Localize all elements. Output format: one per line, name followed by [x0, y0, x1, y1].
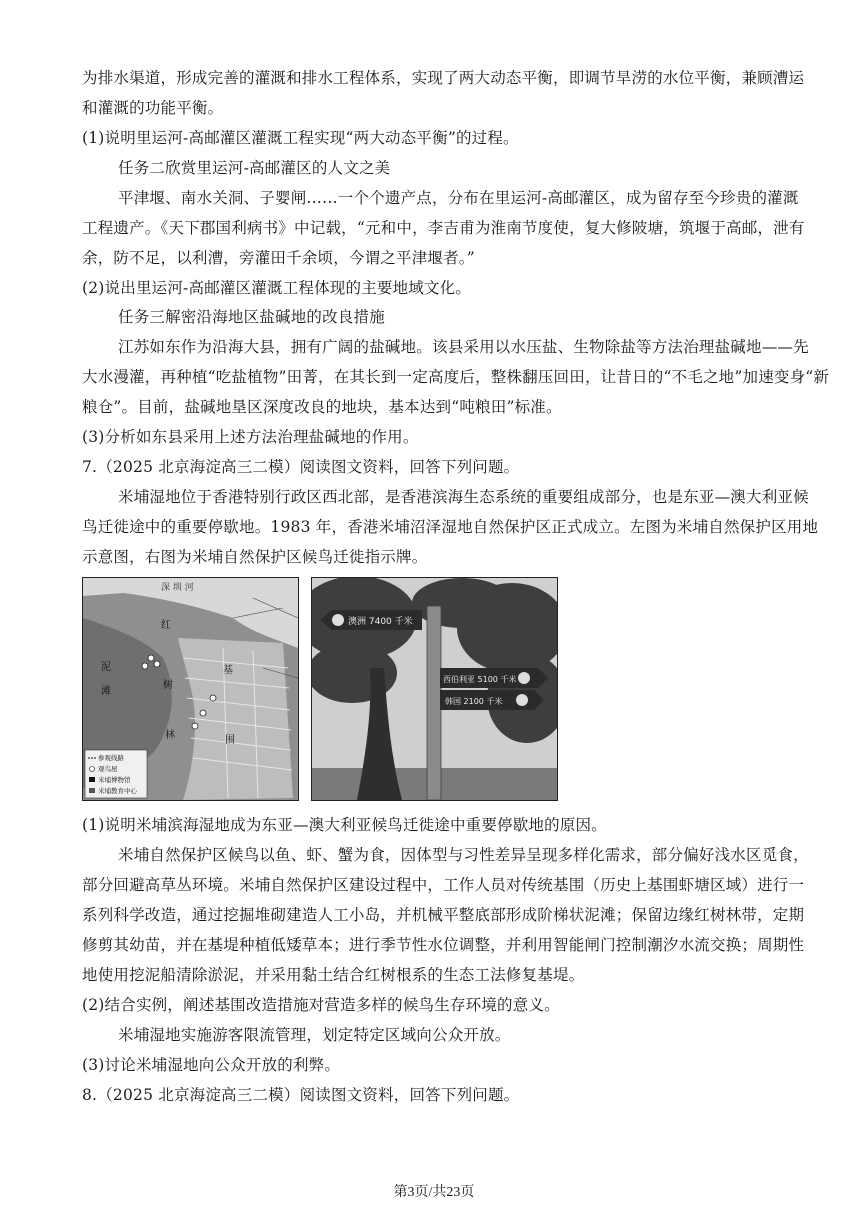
paragraph-line: 米埔湿地位于香港特别行政区西北部，是香港滨海生态系统的重要组成部分，也是东亚—澳大利亚候	[118, 488, 809, 506]
paragraph-line: 米埔自然保护区候鸟以鱼、虾、蟹为食，因体型与习性差异呈现多样化需求，部分偏好浅水区觅食，	[118, 846, 809, 864]
map-label-gei-wai-1: 基	[223, 665, 233, 676]
paragraph-line: 和灌溉的功能平衡。	[82, 99, 224, 117]
map-label-mangrove-3: 林	[165, 730, 175, 741]
svg-text:澳洲 7400 千米: 澳洲 7400 千米	[348, 617, 413, 627]
task-two-heading: 任务二欣赏里运河-高邮灌区的人文之美	[118, 159, 391, 177]
svg-text:韩国 2100 千米: 韩国 2100 千米	[445, 697, 503, 706]
page-footer: 第3页/共23页	[393, 1185, 475, 1200]
map-label-shenzhen-river: 深 圳 河	[161, 583, 194, 593]
question-7-3: (3)讨论米埔湿地向公众开放的利弊。	[82, 1056, 341, 1074]
question-3: (3)分析如东县采用上述方法治理盐碱地的作用。	[82, 428, 419, 446]
sign-arrow-korea	[440, 690, 544, 710]
paragraph-line: 大水漫灌，再种植“吃盐植物”田菁，在其长到一定高度后，整株翻压回田，让昔日的“不毛之地”加速变身“新	[82, 368, 830, 386]
legend-museum: 米埔博物馆	[98, 776, 131, 784]
task-three-heading: 任务三解密沿海地区盐碱地的改良措施	[118, 308, 385, 326]
paragraph-line: 余，防不足，以利漕，旁灌田千余顷，今谓之平津堰者。”	[82, 249, 475, 267]
map-label-mudflat-2: 滩	[101, 686, 111, 697]
legend-bird-hide: 观鸟屋	[98, 765, 118, 773]
legend-route: 参观线路	[98, 754, 124, 762]
migration-signpost-photo	[311, 577, 558, 801]
sign-arrow-australia	[320, 610, 422, 630]
paragraph-line: 地使用挖泥船清除淤泥，并采用黏土结合红树根系的生态工法修复基堤。	[82, 966, 585, 984]
paragraph-line: 为排水渠道，形成完善的灌溉和排水工程体系，实现了两大动态平衡，即调节旱涝的水位平衡，兼顾漕运	[82, 69, 805, 87]
paragraph-line: 鸟迁徙途中的重要停歇地。1983 年，香港米埔沼泽湿地自然保护区正式成立。左图为米埔自然保护区用地	[82, 518, 819, 536]
question-7-heading: 7.（2025 北京海淀高三二模）阅读图文资料，回答下列问题。	[82, 458, 520, 476]
sign-arrow-siberia	[440, 668, 548, 688]
paragraph-line: 粮仓”。目前，盐碱地垦区深度改良的地块，基本达到“吨粮田”标准。	[82, 398, 562, 416]
mai-po-land-use-map	[82, 577, 299, 801]
map-label-mangrove-1: 红	[161, 620, 171, 631]
paragraph-line: 平津堰、南水关洞、子婴闸……一个个遗产点，分布在里运河-高邮灌区，成为留存至今珍贵的灌溉	[118, 189, 799, 207]
map-label-mangrove-2: 树	[163, 680, 173, 691]
question-1: (1)说明里运河-高邮灌区灌溉工程实现“两大动态平衡”的过程。	[82, 129, 519, 147]
map-label-gei-wai-2: 围	[225, 735, 235, 746]
paragraph-line: 工程遗产。《天下郡国利病书》中记载，“元和中，李吉甫为淮南节度使，复大修陂塘，筑堰于高邮，泄有	[82, 219, 805, 237]
question-8-heading: 8.（2025 北京海淀高三二模）阅读图文资料，回答下列问题。	[82, 1086, 520, 1104]
svg-text:西伯利亚 5100 千米: 西伯利亚 5100 千米	[443, 675, 517, 684]
paragraph-line: 示意图，右图为米埔自然保护区候鸟迁徙指示牌。	[82, 548, 428, 566]
question-2: (2)说出里运河-高邮灌区灌溉工程体现的主要地域文化。	[82, 279, 472, 297]
paragraph-line: 修剪其幼苗，并在基堤种植低矮草本；进行季节性水位调整，并利用智能闸门控制潮汐水流交换；周期性	[82, 936, 805, 954]
question-7-1: (1)说明米埔滨海湿地成为东亚—澳大利亚候鸟迁徙途中重要停歇地的原因。	[82, 816, 607, 834]
question-7-2: (2)结合实例，阐述基围改造措施对营造多样的候鸟生存环境的意义。	[82, 996, 560, 1014]
paragraph-line: 江苏如东作为沿海大县，拥有广阔的盐碱地。该县采用以水压盐、生物除盐等方法治理盐碱地——先	[118, 338, 809, 356]
paragraph-line: 系列科学改造，通过挖掘堆砌建造人工小岛，并机械平整底部形成阶梯状泥滩；保留边缘红树林带，定期	[82, 906, 805, 924]
paragraph-line: 米埔湿地实施游客限流管理，划定特定区域向公众开放。	[118, 1026, 511, 1044]
legend-education-centre: 米埔教育中心	[98, 787, 137, 795]
map-label-mudflat-1: 泥	[101, 662, 111, 673]
paragraph-line: 部分回避高草丛环境。米埔自然保护区建设过程中，工作人员对传统基围（历史上基围虾塘区域）进行一	[82, 876, 805, 894]
